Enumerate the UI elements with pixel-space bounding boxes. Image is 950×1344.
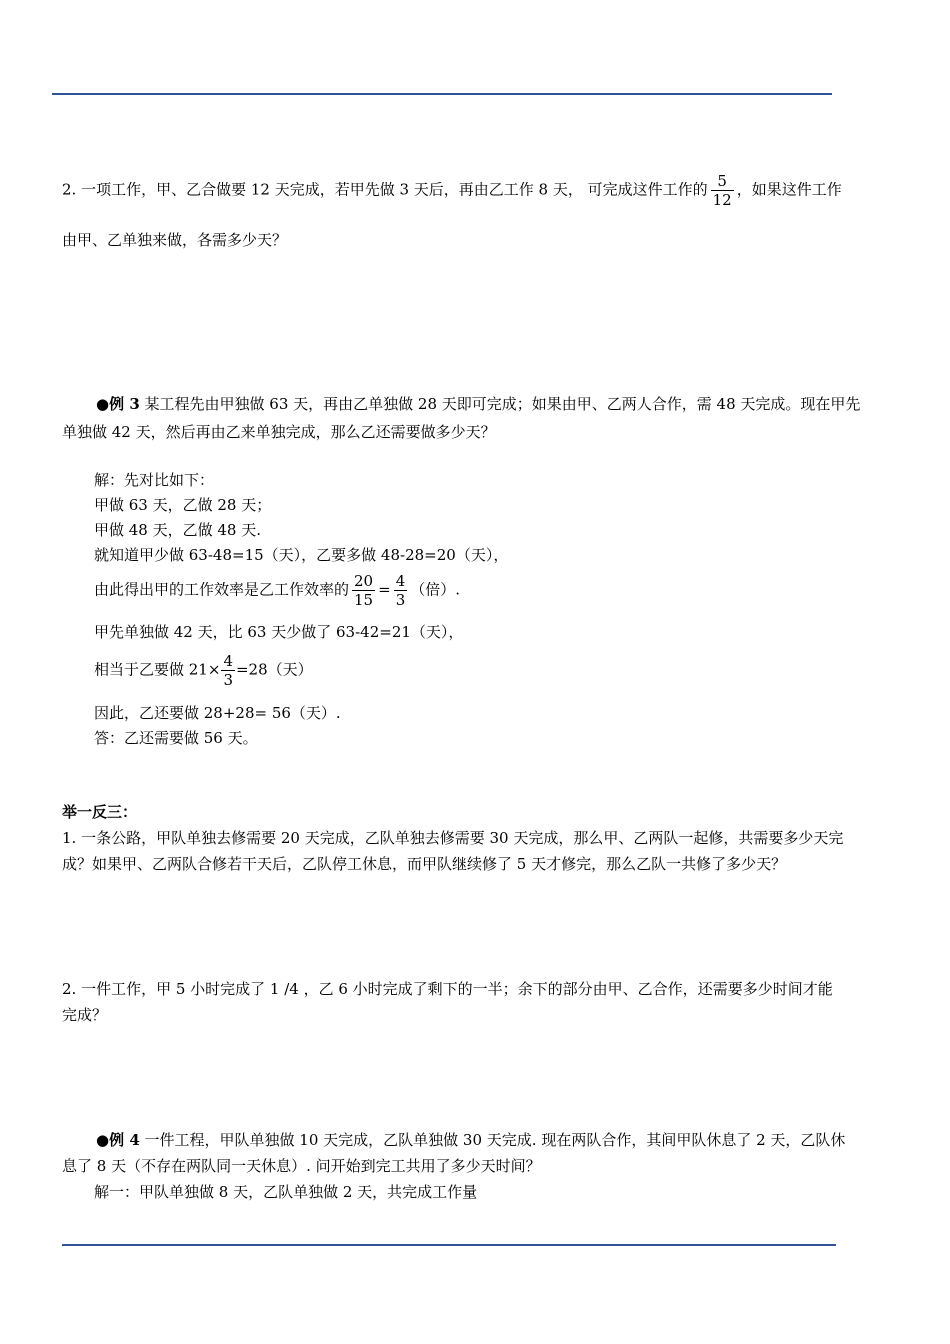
problem-2-line-1 <box>62 172 842 209</box>
solution-line-2: 甲做 63 天，乙做 28 天； <box>94 496 272 514</box>
solution-5-text-b: （倍）. <box>410 580 461 599</box>
example-4-line-3: 解一：甲队单独做 8 天，乙队单独做 2 天，共完成工作量 <box>94 1183 478 1201</box>
practice-heading: 举一反三： <box>62 803 138 821</box>
example-4-line-1 <box>96 1130 845 1150</box>
example-4-line-2: 息了 8 天（不存在两队同一天休息）. 问开始到完工共用了多少天时间？ <box>62 1157 541 1175</box>
bullet-icon: ● <box>96 1131 110 1149</box>
equals-sign: = <box>378 580 391 599</box>
practice-2-line-2: 完成？ <box>62 1006 108 1024</box>
bottom-rule <box>62 1244 836 1246</box>
solution-line-1: 解：先对比如下： <box>94 471 215 489</box>
top-rule <box>52 93 832 95</box>
practice-1-line-1: 1. 一条公路，甲队单独去修需要 20 天完成，乙队单独去修需要 30 天完成，那么甲、乙两队一起修，共需要多少天完 <box>62 829 844 847</box>
example-3-line-1 <box>96 394 860 414</box>
solution-line-3: 甲做 48 天，乙做 48 天. <box>94 521 262 539</box>
example-4-text: 一件工程，甲队单独做 10 天完成，乙队单独做 30 天完成. 现在两队合作，其间甲队休息了 2 天，乙队休 <box>139 1131 846 1149</box>
example-4-label: 例 4 <box>109 1131 140 1149</box>
example-3-line-2: 单独做 42 天，然后再由乙来单独完成，那么乙还需要做多少天？ <box>62 423 496 441</box>
problem-2-text-b: ，如果这件工作 <box>736 180 842 199</box>
example-3-label: 例 3 <box>109 395 140 413</box>
solution-7-text-a: 相当于乙要做 21× <box>94 660 221 679</box>
solution-line-6: 甲先单独做 42 天，比 63 天少做了 63-42=21（天）， <box>94 623 464 641</box>
fraction-5-12: $\frac{5}{12}$ <box>712 172 732 209</box>
solution-line-8: 因此，乙还要做 28+28= 56（天）. <box>94 704 341 722</box>
practice-2-line-1: 2. 一件工作，甲 5 小时完成了 1 /4 ，乙 6 小时完成了剩下的一半；余下的部分由甲、乙合作，还需要多少时间才能 <box>62 980 833 998</box>
fraction-4-3-b: $\frac{4}{3}$ <box>223 652 233 689</box>
solution-line-7 <box>94 652 313 689</box>
example-3-text: 某工程先由甲独做 63 天，再由乙单独做 28 天即可完成；如果由甲、乙两人合作，需 48 天完成。现在甲先 <box>139 395 861 413</box>
solution-line-5 <box>94 572 460 609</box>
bullet-icon: ● <box>96 395 110 413</box>
practice-1-line-2: 成？如果甲、乙两队合修若干天后，乙队停工休息，而甲队继续修了 5 天才修完，那么乙队一共修了多少天？ <box>62 855 787 873</box>
fraction-20-15: $\frac{20}{15}$ <box>354 572 374 609</box>
solution-7-text-b: =28（天） <box>235 660 313 679</box>
solution-line-4: 就知道甲少做 63-48=15（天），乙要多做 48-28=20（天）， <box>94 546 509 564</box>
fraction-4-3: $\frac{4}{3}$ <box>395 572 406 609</box>
solution-line-9: 答：乙还需要做 56 天。 <box>94 729 258 747</box>
problem-2-text-a: 2. 一项工作，甲、乙合做要 12 天完成，若甲先做 3 天后，再由乙工作 8 天， 可完成这件工作的 <box>62 180 708 199</box>
problem-2-line-2: 由甲、乙单独来做，各需多少天？ <box>62 231 288 249</box>
solution-5-text-a: 由此得出甲的工作效率是乙工作效率的 <box>94 580 350 599</box>
